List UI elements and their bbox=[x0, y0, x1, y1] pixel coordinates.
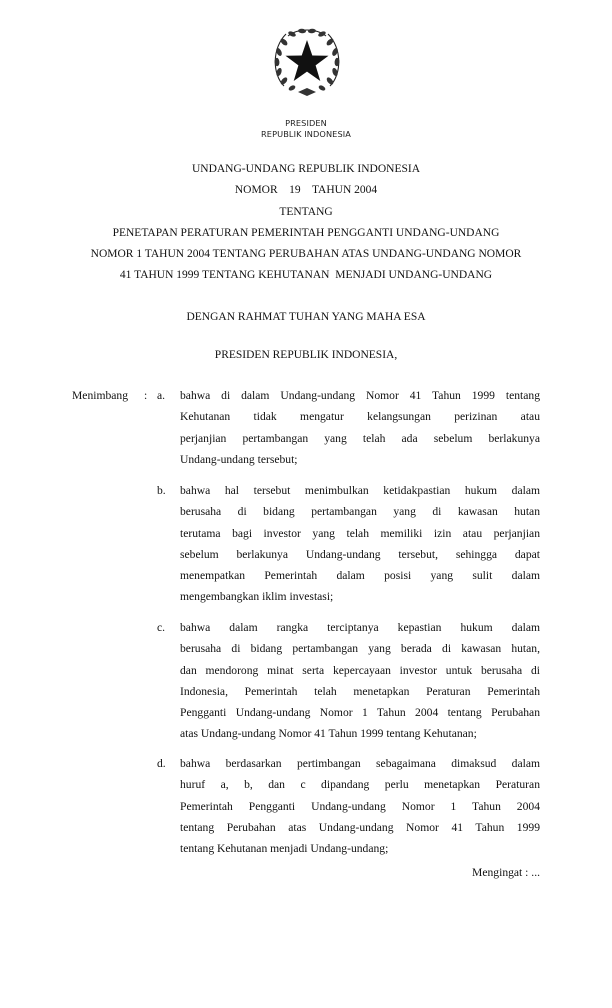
presidential-emblem-icon bbox=[270, 22, 344, 100]
header-presiden: PRESIDEN bbox=[285, 118, 327, 128]
item-c-text bbox=[180, 617, 540, 745]
item-b-line: terutama bagi investor yang telah memiliki izin atau perjanjian bbox=[180, 526, 540, 540]
title-subject-line1: PENETAPAN PERATURAN PEMERINTAH PENGGANTI UNDANG-UNDANG bbox=[112, 227, 500, 239]
title-tentang: TENTANG bbox=[279, 206, 333, 218]
continuation-note: Mengingat : ... bbox=[472, 866, 540, 879]
item-b-text bbox=[180, 480, 540, 608]
item-a-line: perjanjian pertambangan yang telah ada sebelum berlakunya bbox=[180, 431, 540, 445]
item-a-line: Undang-undang tersebut; bbox=[180, 452, 298, 466]
item-d-line: tentang Kehutanan menjadi Undang-undang; bbox=[180, 842, 389, 856]
header-republik-indonesia: REPUBLIK INDONESIA bbox=[261, 129, 351, 139]
item-a-line: bahwa di dalam Undang-undang Nomor 41 Tahun 1999 tentang bbox=[180, 389, 540, 402]
item-b-letter: b. bbox=[157, 484, 166, 497]
item-c-line: Indonesia, Pemerintah telah menetapkan Peraturan Pemerintah bbox=[180, 684, 540, 698]
item-a-letter: a. bbox=[157, 389, 166, 402]
title-law-name: UNDANG-UNDANG REPUBLIK INDONESIA bbox=[191, 163, 421, 175]
item-a-text bbox=[180, 385, 540, 470]
item-c-line: berusaha di bidang pertambangan yang berada di kawasan hutan, bbox=[180, 642, 540, 656]
title-subject-line2: NOMOR 1 TAHUN 2004 TENTANG PERUBAHAN ATAS UNDANG-UNDANG NOMOR bbox=[90, 248, 522, 260]
item-d-line: bahwa berdasarkan pertimbangan sebagaimana dimaksud dalam bbox=[180, 757, 540, 770]
item-c-line: atas Undang-undang Nomor 41 Tahun 1999 tentang Kehutanan; bbox=[180, 727, 477, 741]
item-b-line: mengembangkan iklim investasi; bbox=[180, 590, 334, 604]
item-b-line: menempatkan Pemerintah dalam posisi yang sulit dalam bbox=[180, 569, 540, 583]
item-d-letter: d. bbox=[157, 757, 166, 770]
item-d-text bbox=[180, 753, 540, 859]
item-b-line: bahwa hal tersebut menimbulkan ketidakpastian hukum dalam bbox=[180, 484, 540, 497]
item-c-letter: c. bbox=[157, 621, 166, 634]
title-subject-line3: 41 TAHUN 1999 TENTANG KEHUTANAN MENJADI UNDANG-UNDANG bbox=[119, 269, 493, 281]
item-c-line: dan mendorong minat serta kepercayaan investor untuk berusaha di bbox=[180, 663, 540, 677]
title-law-number: NOMOR 19 TAHUN 2004 bbox=[234, 184, 378, 196]
item-c-line: bahwa dalam rangka terciptanya kepastian hukum dalam bbox=[180, 621, 540, 634]
item-d-line: tentang Perubahan atas Undang-undang Nomor 41 Tahun 1999 bbox=[180, 820, 540, 834]
invocation: DENGAN RAHMAT TUHAN YANG MAHA ESA bbox=[186, 311, 426, 323]
item-c-line: Pengganti Undang-undang Nomor 1 Tahun 2004 tentang Perubahan bbox=[180, 706, 540, 720]
item-a-line: Kehutanan tidak mengatur kelangsungan perizinan atau bbox=[180, 410, 540, 424]
menimbang-label: Menimbang bbox=[72, 389, 129, 402]
item-b-line: sebelum berlakunya Undang-undang tersebut, sehingga dapat bbox=[180, 547, 540, 561]
item-b-line: berusaha di bidang pertambangan yang di kawasan hutan bbox=[180, 505, 540, 519]
president-heading: PRESIDEN REPUBLIK INDONESIA, bbox=[214, 349, 398, 361]
item-d-line: Pemerintah Pengganti Undang-undang Nomor 1 Tahun 2004 bbox=[180, 799, 540, 813]
item-d-line: huruf a, b, dan c dipandang perlu menetapkan Peraturan bbox=[180, 778, 540, 792]
menimbang-colon: : bbox=[144, 389, 148, 402]
